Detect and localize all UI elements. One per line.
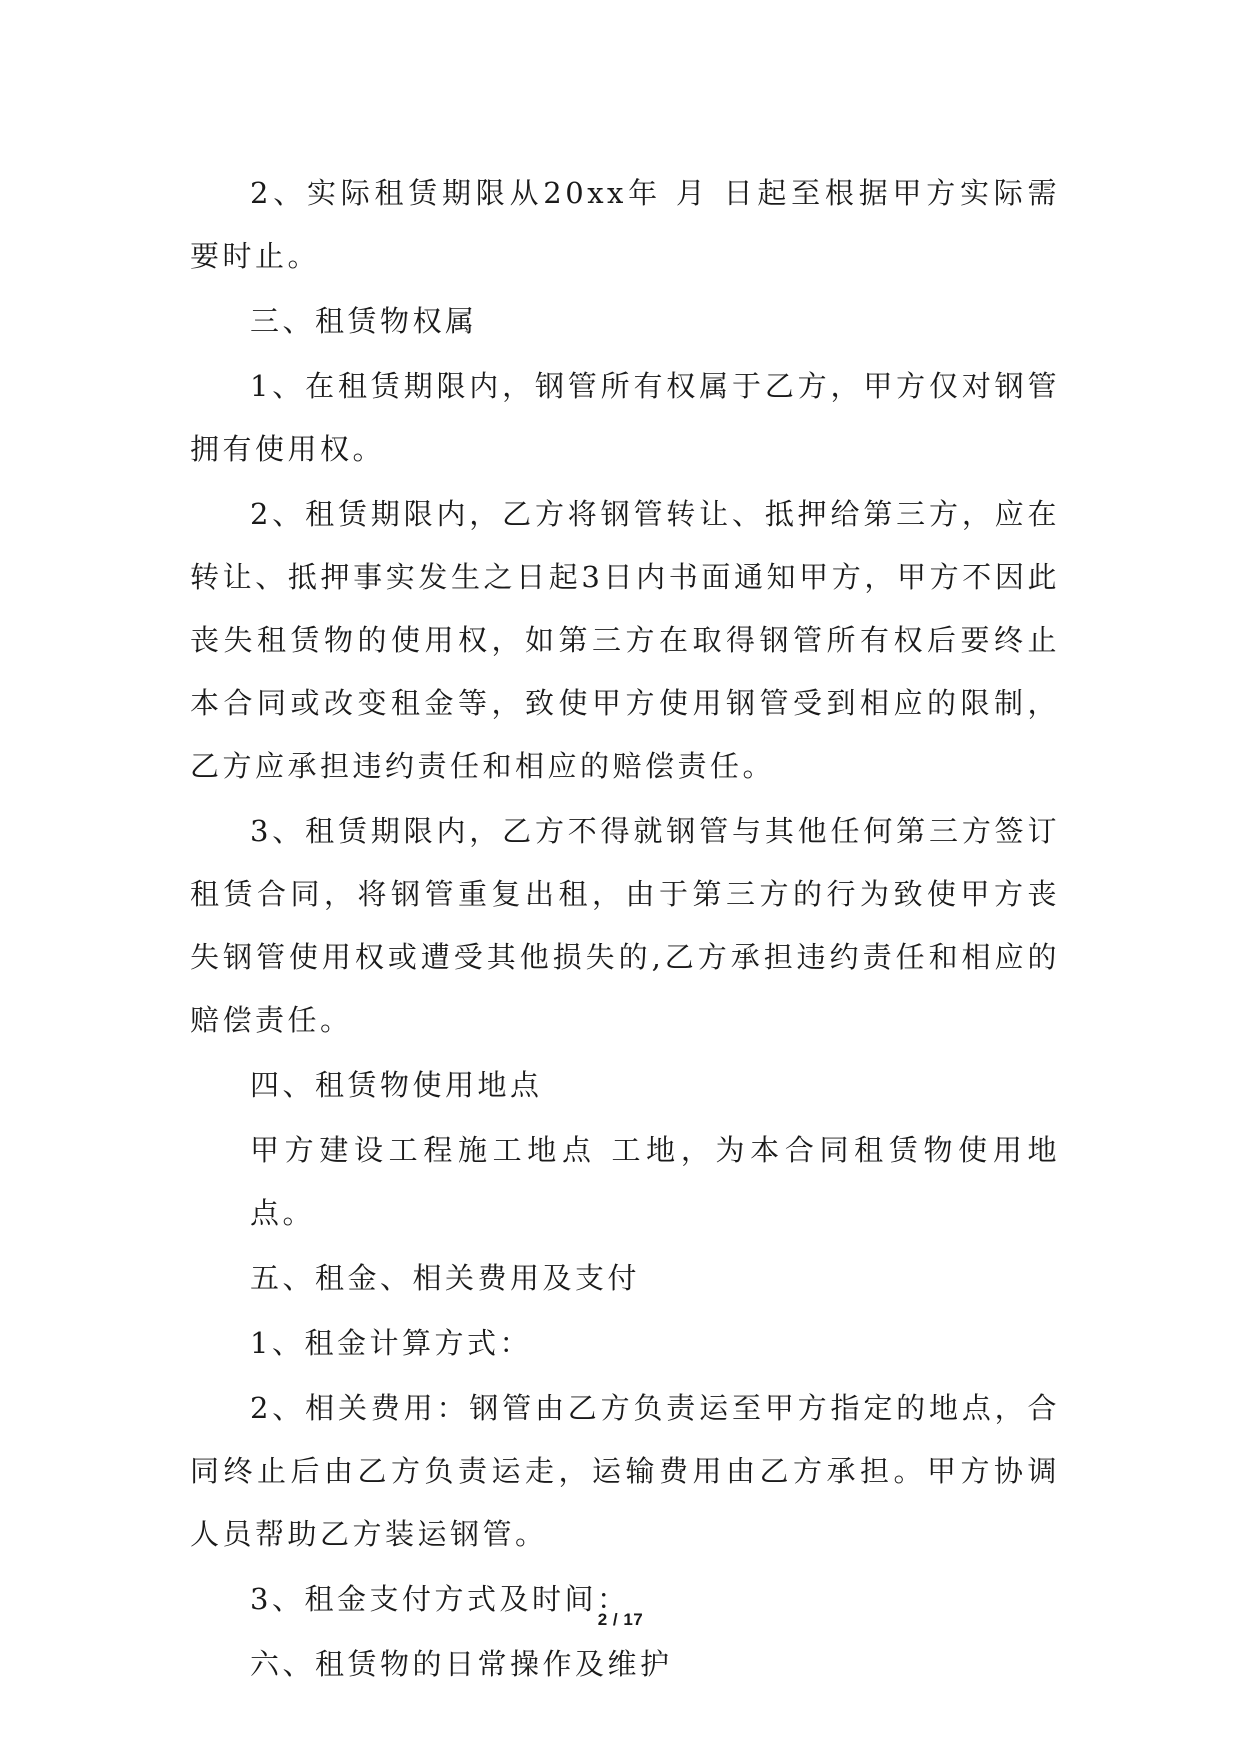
page-number: 2 / 17 bbox=[597, 1610, 644, 1629]
paragraph-lease-term: 2、实际租赁期限从20xx年 月 日起至根据甲方实际需要时止。 bbox=[190, 176, 1060, 273]
paragraph-payment-method: 3、租金支付方式及时间： bbox=[250, 1582, 630, 1616]
section-heading-ownership: 三、租赁物权属 bbox=[250, 304, 478, 338]
section-heading-usage-location: 四、租赁物使用地点 bbox=[250, 1068, 543, 1102]
document-body bbox=[190, 162, 1060, 1698]
section-heading-maintenance: 六、租赁物的日常操作及维护 bbox=[250, 1647, 673, 1681]
paragraph-usage-location: 甲方建设工程施工地点 工地，为本合同租赁物使用地点。 bbox=[250, 1133, 1060, 1230]
paragraph-ownership-3: 3、租赁期限内，乙方不得就钢管与其他任何第三方签订租赁合同，将钢管重复出租，由于第三方的行为致使甲方丧失钢管使用权或遭受其他损失的,乙方承担违约责任和相应的赔偿责任。 bbox=[190, 814, 1060, 1037]
paragraph-rent-calculation: 1、租金计算方式： bbox=[250, 1326, 532, 1360]
section-heading-rent-fees: 五、租金、相关费用及支付 bbox=[250, 1261, 641, 1295]
paragraph-ownership-2: 2、租赁期限内，乙方将钢管转让、抵押给第三方，应在转让、抵押事实发生之日起3日内书面通知甲方，甲方不因此丧失租赁物的使用权，如第三方在取得钢管所有权后要终止本合同或改变租金等，致使甲方使用钢管受到相应的限制，乙方应承担违约责任和相应的赔偿责任。 bbox=[190, 497, 1060, 783]
paragraph-ownership-1: 1、在租赁期限内，钢管所有权属于乙方，甲方仅对钢管拥有使用权。 bbox=[190, 369, 1060, 466]
paragraph-related-fees: 2、相关费用：钢管由乙方负责运至甲方指定的地点，合同终止后由乙方负责运走，运输费用由乙方承担。甲方协调人员帮助乙方装运钢管。 bbox=[190, 1391, 1060, 1551]
